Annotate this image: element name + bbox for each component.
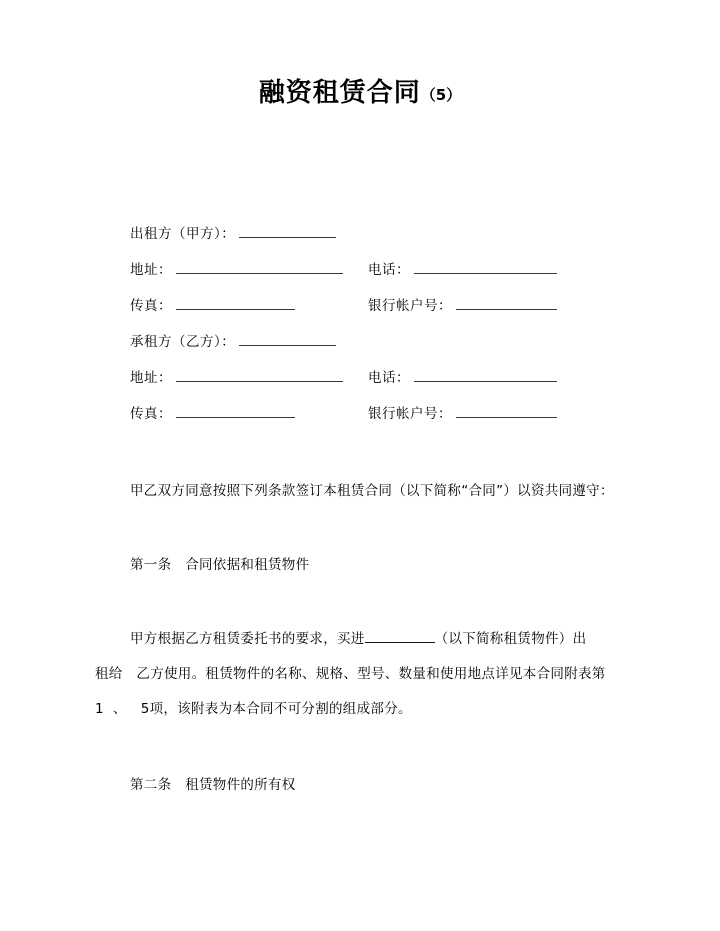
field-lessee-name (130, 330, 336, 352)
input-leased-property[interactable] (365, 628, 435, 643)
input-lessee-bank-account[interactable] (456, 402, 557, 418)
input-lessee-name[interactable] (239, 330, 336, 346)
form-row-lessee-fax (0, 402, 720, 438)
field-label-phone-2: 电话： (368, 370, 410, 386)
clause-1-line-2: 租给 乙方使用。租赁物件的名称、规格、型号、数量和使用地点详见本合同附表第 (95, 666, 606, 682)
input-lessee-fax[interactable] (176, 402, 295, 418)
clause-heading-2: 第二条 租赁物件的所有权 (130, 777, 296, 793)
field-label-lessor: 出租方（甲方）： (130, 226, 236, 242)
field-label-fax-2: 传真： (130, 406, 172, 422)
clause-1-body (95, 622, 635, 727)
agreement-intro-paragraph: 甲乙双方同意按照下列条款签订本租赁合同（以下简称“合同”）以资共同遵守： (130, 483, 614, 499)
input-lessor-address[interactable] (176, 258, 343, 274)
input-lessee-address[interactable] (176, 366, 343, 382)
input-lessor-phone[interactable] (414, 258, 557, 274)
clause-1-item-separator: 、 (112, 701, 127, 717)
party-information-form (0, 222, 720, 438)
field-label-bank-account-2: 银行帐户号： (368, 406, 452, 422)
clause-1-line-3 (95, 692, 635, 727)
field-lessee-phone (368, 366, 557, 388)
form-row-lessor (0, 222, 720, 258)
clause-1-line-3-tail: 项，该附表为本合同不可分割的组成部分。 (149, 701, 412, 717)
form-row-lessor-address (0, 258, 720, 294)
field-label-address-2: 地址： (130, 370, 172, 386)
field-label-phone: 电话： (368, 262, 410, 278)
form-row-lessee-address (0, 366, 720, 402)
field-lessor-address (130, 258, 343, 280)
clause-1-line-1 (95, 622, 635, 657)
form-row-lessor-fax (0, 294, 720, 330)
field-lessor-phone (368, 258, 557, 280)
input-lessee-phone[interactable] (414, 366, 557, 382)
field-label-lessee: 承租方（乙方）： (130, 334, 236, 350)
field-lessee-address (130, 366, 343, 388)
clause-heading-1: 第一条 合同依据和租赁物件 (130, 557, 310, 573)
clause-1-item-number-first: 1 (95, 701, 104, 717)
field-lessor-name (130, 222, 336, 244)
field-label-address: 地址： (130, 262, 172, 278)
page-title-suffix: （5） (420, 86, 462, 104)
page-title (0, 78, 720, 109)
input-lessor-bank-account[interactable] (456, 294, 557, 310)
clause-1-text-after-blank: （以下简称租赁物件）出 (434, 631, 587, 647)
field-label-bank-account: 银行帐户号： (368, 298, 452, 314)
clause-1-item-number-second: 5 (140, 701, 150, 717)
field-lessor-fax (130, 294, 295, 316)
field-lessee-bank-account (368, 402, 557, 424)
input-lessor-name[interactable] (239, 222, 336, 238)
field-lessee-fax (130, 402, 295, 424)
field-lessor-bank-account (368, 294, 557, 316)
form-row-lessee (0, 330, 720, 366)
input-lessor-fax[interactable] (176, 294, 295, 310)
page-title-main: 融资租赁合同 (258, 78, 421, 108)
clause-1-text-before-blank: 甲方根据乙方租赁委托书的要求，买进 (130, 631, 365, 647)
field-label-fax: 传真： (130, 298, 172, 314)
